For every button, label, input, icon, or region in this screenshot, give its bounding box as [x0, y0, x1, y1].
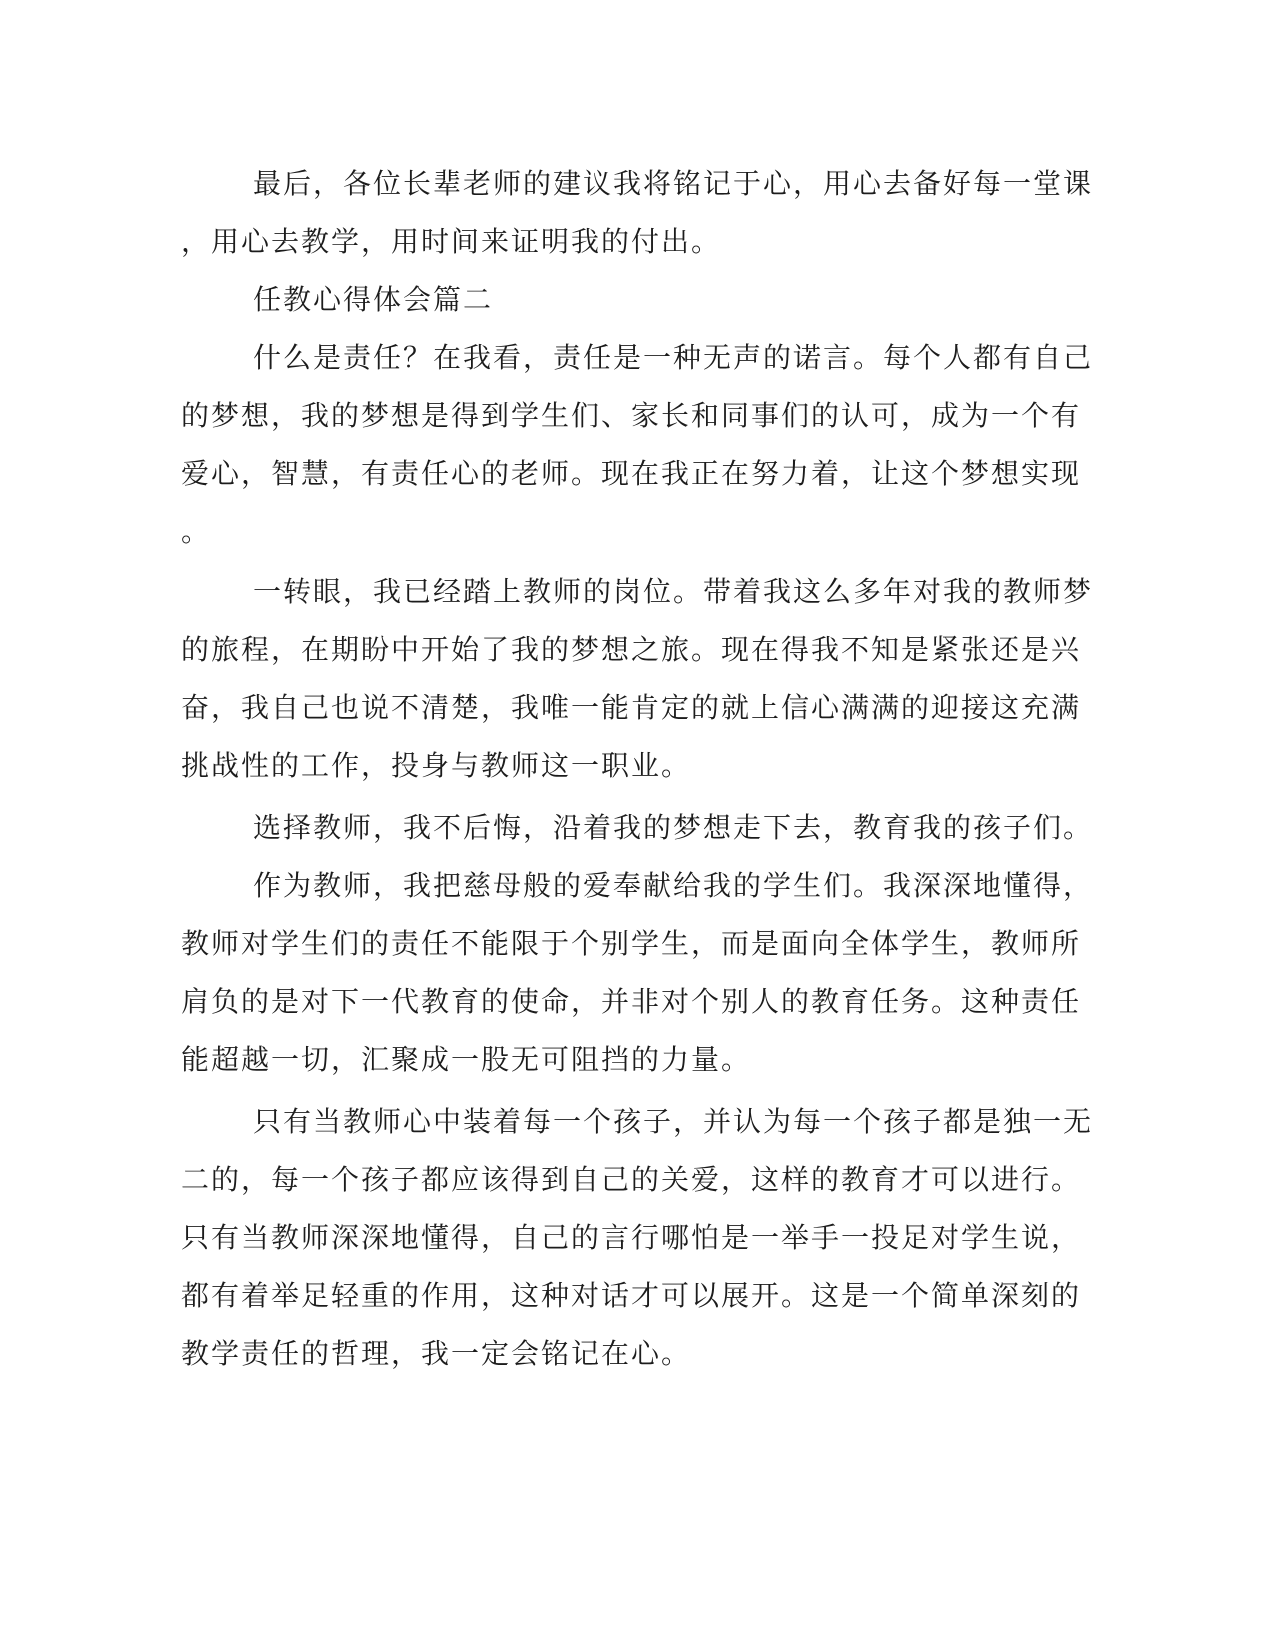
- text-line: 肩负的是对下一代教育的使命，并非对个别人的教育任务。这种责任: [181, 985, 1082, 1018]
- text-line: 最后，各位长辈老师的建议我将铭记于心，用心去备好每一堂课: [253, 167, 1094, 200]
- text-line: 只有当教师心中装着每一个孩子，并认为每一个孩子都是独一无: [253, 1105, 1094, 1138]
- text-line: 教学责任的哲理，我一定会铭记在心。: [181, 1337, 692, 1370]
- text-line: 挑战性的工作，投身与教师这一职业。: [181, 749, 692, 782]
- section-heading: 任教心得体会篇二: [253, 283, 494, 316]
- text-line: 。: [181, 515, 212, 548]
- text-line: 的梦想，我的梦想是得到学生们、家长和同事们的认可，成为一个有: [181, 399, 1082, 432]
- text-line: 选择教师，我不后悔，沿着我的梦想走下去，教育我的孩子们。: [253, 811, 1094, 844]
- text-line: 能超越一切，汇聚成一股无可阻挡的力量。: [181, 1043, 752, 1076]
- text-line: 什么是责任？在我看，责任是一种无声的诺言。每个人都有自己: [253, 341, 1094, 374]
- text-line: 作为教师，我把慈母般的爱奉献给我的学生们。我深深地懂得，: [253, 869, 1094, 902]
- text-line: 只有当教师深深地懂得，自己的言行哪怕是一举手一投足对学生说，: [181, 1221, 1082, 1254]
- text-line: 都有着举足轻重的作用，这种对话才可以展开。这是一个简单深刻的: [181, 1279, 1082, 1312]
- text-line: 教师对学生们的责任不能限于个别学生，而是面向全体学生，教师所: [181, 927, 1082, 960]
- text-line: 一转眼，我已经踏上教师的岗位。带着我这么多年对我的教师梦: [253, 575, 1094, 608]
- text-line: 奋，我自己也说不清楚，我唯一能肯定的就上信心满满的迎接这充满: [181, 691, 1082, 724]
- text-line: 的旅程，在期盼中开始了我的梦想之旅。现在得我不知是紧张还是兴: [181, 633, 1082, 666]
- text-line: ，用心去教学，用时间来证明我的付出。: [181, 225, 722, 258]
- text-line: 爱心，智慧，有责任心的老师。现在我正在努力着，让这个梦想实现: [181, 457, 1082, 490]
- text-line: 二的，每一个孩子都应该得到自己的关爱，这样的教育才可以进行。: [181, 1163, 1082, 1196]
